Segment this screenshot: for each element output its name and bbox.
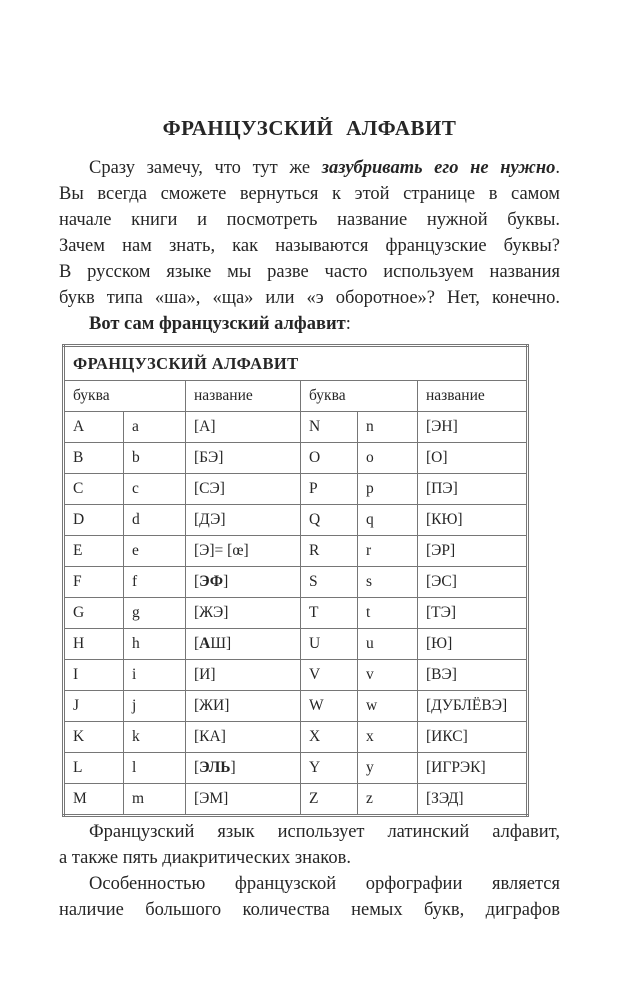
table-cell: h — [124, 629, 186, 660]
table-cell: M — [64, 784, 124, 816]
table-cell: [БЭ] — [186, 443, 301, 474]
table-cell: B — [64, 443, 124, 474]
table-cell: [ИКС] — [418, 722, 528, 753]
table-cell: n — [358, 412, 418, 443]
table-row — [64, 412, 528, 443]
text-segment: В русском языке мы разве часто используем названия — [59, 262, 560, 282]
table-cell: q — [358, 505, 418, 536]
text-segment: букв типа «ша», «ща» или «э оборотное»? Нет, конечно. — [59, 288, 560, 308]
table-cell: [ТЭ] — [418, 598, 528, 629]
table-cell: [И] — [186, 660, 301, 691]
text-segment: ЭЛЬ — [199, 759, 231, 776]
table-header-row — [64, 381, 528, 412]
text-segment: ] — [223, 573, 229, 590]
table-cell: Z — [301, 784, 358, 816]
table-cell: g — [124, 598, 186, 629]
table-cell: [КЮ] — [418, 505, 528, 536]
table-cell: [ЗЭД] — [418, 784, 528, 816]
table-cell: V — [301, 660, 358, 691]
table-row — [64, 474, 528, 505]
table-cell: o — [358, 443, 418, 474]
table-cell: [КА] — [186, 722, 301, 753]
table-cell: a — [124, 412, 186, 443]
table-cell: [ВЭ] — [418, 660, 528, 691]
text-line — [59, 871, 560, 897]
text-segment: А — [199, 635, 211, 652]
table-row — [64, 567, 528, 598]
table-cell: Y — [301, 753, 358, 784]
text-line — [59, 181, 560, 207]
table-cell: J — [64, 691, 124, 722]
table-cell: [ПЭ] — [418, 474, 528, 505]
table-cell: [А] — [186, 412, 301, 443]
table-cell: s — [358, 567, 418, 598]
table-cell: w — [358, 691, 418, 722]
table-cell: [Э]= [œ] — [186, 536, 301, 567]
table-cell: [ДУБЛЁВЭ] — [418, 691, 528, 722]
outro-paragraphs — [59, 819, 560, 923]
text-line — [59, 897, 560, 923]
table-cell — [186, 629, 301, 660]
text-segment: а также пять диакритических знаков. — [59, 848, 351, 868]
table-cell: [ЖЭ] — [186, 598, 301, 629]
text-segment: : — [345, 314, 351, 334]
table-row — [64, 443, 528, 474]
table-cell: I — [64, 660, 124, 691]
table-cell: [ЭС] — [418, 567, 528, 598]
table-cell: z — [358, 784, 418, 816]
text-line — [59, 845, 560, 871]
table-cell: U — [301, 629, 358, 660]
table-cell: G — [64, 598, 124, 629]
table-title-row — [64, 346, 528, 381]
text-segment: . — [555, 158, 560, 178]
table-row — [64, 598, 528, 629]
table-cell: [Ю] — [418, 629, 528, 660]
table-cell: p — [358, 474, 418, 505]
table-cell: W — [301, 691, 358, 722]
text-line — [59, 233, 560, 259]
table-row — [64, 505, 528, 536]
table-cell: [О] — [418, 443, 528, 474]
table-cell: S — [301, 567, 358, 598]
table-cell: j — [124, 691, 186, 722]
text-segment: Особенностью французской орфографии является — [89, 874, 560, 894]
column-header: название — [418, 381, 528, 412]
table-cell: v — [358, 660, 418, 691]
table-cell: C — [64, 474, 124, 505]
column-header: буква — [64, 381, 186, 412]
table-cell: y — [358, 753, 418, 784]
text-segment: [ — [194, 635, 200, 652]
table-cell: A — [64, 412, 124, 443]
table-row — [64, 691, 528, 722]
table-cell: T — [301, 598, 358, 629]
text-segment: [ — [194, 573, 200, 590]
text-segment: зазубривать его не нужно — [321, 158, 556, 178]
table-row — [64, 753, 528, 784]
table-cell: P — [301, 474, 358, 505]
intro-paragraph — [59, 155, 560, 337]
table-cell — [186, 567, 301, 598]
table-cell: c — [124, 474, 186, 505]
table-cell: [СЭ] — [186, 474, 301, 505]
table-cell: l — [124, 753, 186, 784]
text-line — [59, 311, 560, 337]
text-segment: Сразу замечу, что тут же — [89, 158, 322, 178]
column-header: название — [186, 381, 301, 412]
table-cell: [ЭМ] — [186, 784, 301, 816]
text-segment: [ — [194, 759, 200, 776]
table-cell: R — [301, 536, 358, 567]
table-cell: L — [64, 753, 124, 784]
table-row — [64, 629, 528, 660]
alphabet-table — [62, 344, 529, 817]
text-line — [59, 285, 560, 311]
text-segment: ] — [230, 759, 236, 776]
table-row — [64, 722, 528, 753]
table-row — [64, 536, 528, 567]
text-segment: наличие большого количества немых букв, диграфов — [59, 900, 560, 920]
text-segment: Зачем нам знать, как называются французские буквы? — [59, 236, 560, 256]
table-cell: D — [64, 505, 124, 536]
table-cell: Q — [301, 505, 358, 536]
text-segment: ЭФ — [199, 573, 224, 590]
table-cell: [ЖИ] — [186, 691, 301, 722]
table-cell: H — [64, 629, 124, 660]
table-cell: k — [124, 722, 186, 753]
table-cell: u — [358, 629, 418, 660]
column-header: буква — [301, 381, 418, 412]
table-cell: K — [64, 722, 124, 753]
table-cell: i — [124, 660, 186, 691]
table-cell: X — [301, 722, 358, 753]
table-cell: b — [124, 443, 186, 474]
table-cell: [ЭР] — [418, 536, 528, 567]
table-row — [64, 784, 528, 816]
text-segment: Вы всегда сможете вернуться к этой странице в самом — [59, 184, 560, 204]
table-cell: e — [124, 536, 186, 567]
table-cell: d — [124, 505, 186, 536]
table-cell: [ДЭ] — [186, 505, 301, 536]
table-cell: [ЭН] — [418, 412, 528, 443]
table-row — [64, 660, 528, 691]
text-line — [59, 259, 560, 285]
text-segment: Вот сам французский алфавит — [89, 314, 346, 334]
text-segment: Французский язык использует латинский алфавит, — [89, 822, 560, 842]
table-cell: t — [358, 598, 418, 629]
text-line — [59, 155, 560, 181]
table-cell: E — [64, 536, 124, 567]
table-cell — [186, 753, 301, 784]
table-title: ФРАНЦУЗСКИЙ АЛФАВИТ — [64, 346, 528, 381]
table-cell: x — [358, 722, 418, 753]
text-segment: Ш] — [210, 635, 232, 652]
table-cell: f — [124, 567, 186, 598]
table-cell: [ИГРЭК] — [418, 753, 528, 784]
text-line — [59, 819, 560, 845]
table-cell: F — [64, 567, 124, 598]
text-line — [59, 207, 560, 233]
table-cell: O — [301, 443, 358, 474]
page-title: ФРАНЦУЗСКИЙ АЛФАВИТ — [162, 116, 457, 140]
text-segment: начале книги и посмотреть название нужной буквы. — [59, 210, 560, 230]
table-cell: r — [358, 536, 418, 567]
table-cell: m — [124, 784, 186, 816]
table-cell: N — [301, 412, 358, 443]
